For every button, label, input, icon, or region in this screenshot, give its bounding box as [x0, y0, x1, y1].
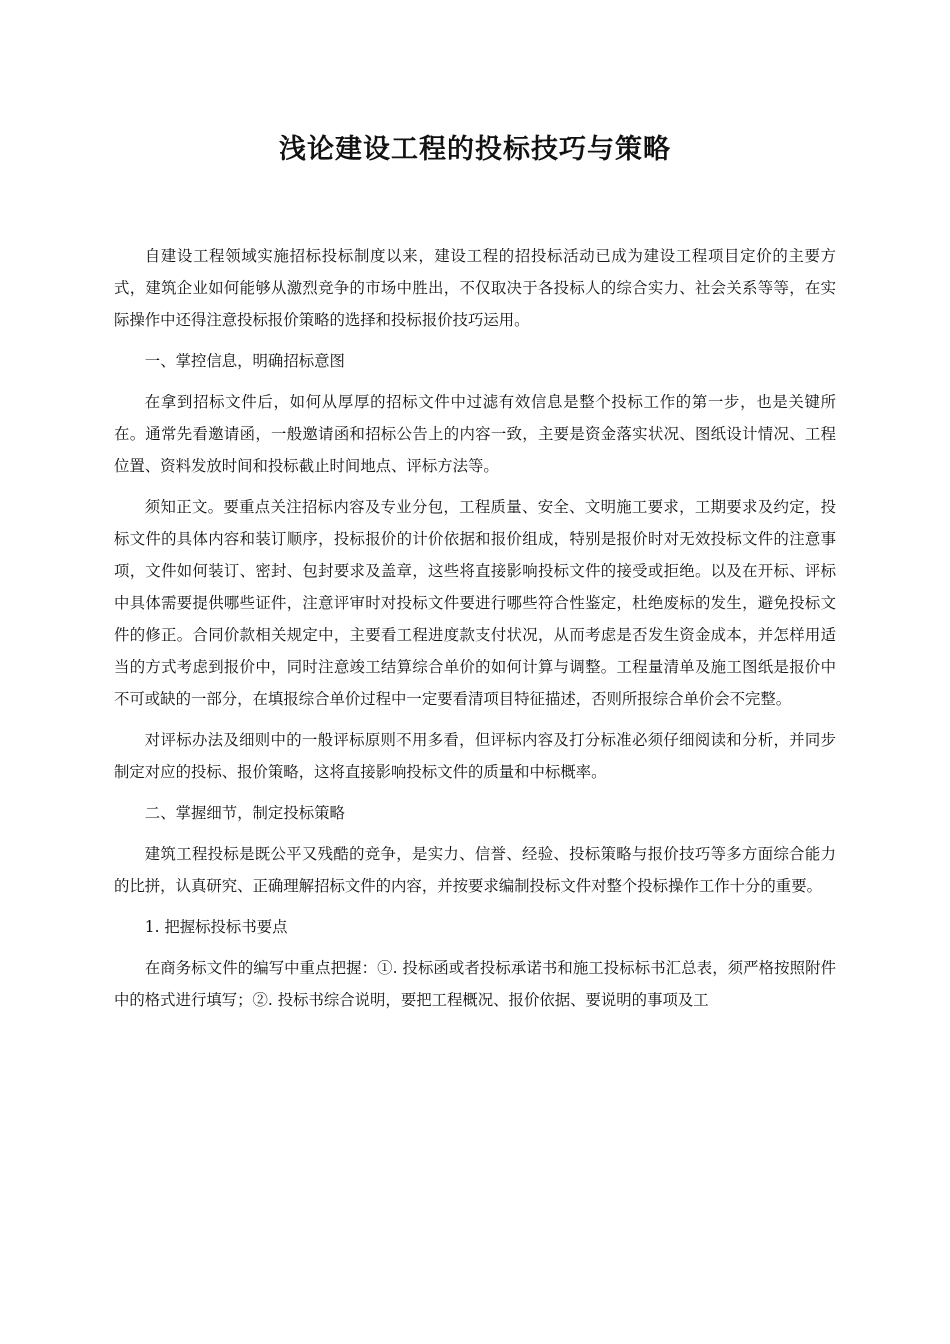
body-paragraph: 须知正文。要重点关注招标内容及专业分包，工程质量、安全、文明施工要求，工期要求及约定，投标文件的具体内容和装订顺序，投标报价的计价依据和报价组成，特别是报价时对无效投标文件的注意事项，文件如何装订、密封、包封要求及盖章，这些将直接影响投标文件的接受或拒绝。以及在开标、评标中具体需要提供哪些证件，注意评审时对投标文件要进行哪些符合性鉴定，杜绝废标的发生，避免投标文件的修正。合同价款相关规定中，主要看工程进度款支付状况，从而考虑是否发生资金成本，并怎样用适当的方式考虑到报价中，同时注意竣工结算综合单价的如何计算与调整。工程量清单及施工图纸是报价中不可或缺的一部分，在填报综合单价过程中一定要看清项目特征描述，否则所报综合单价会不完整。 [114, 498, 836, 708]
subsection-heading-1: 1. 把握标投标书要点 [144, 918, 288, 936]
intro-paragraph: 自建设工程领域实施招标投标制度以来，建设工程的招投标活动已成为建设工程项目定价的主要方式，建筑企业如何能够从激烈竞争的市场中胜出，不仅取决于各投标人的综合实力、社会关系等等，在实际操作中还得注意投标报价策略的选择和投标报价技巧运用。 [114, 247, 836, 329]
body-paragraph: 在拿到招标文件后，如何从厚厚的招标文件中过滤有效信息是整个投标工作的第一步，也是关键所在。通常先看邀请函，一般邀请函和招标公告上的内容一致，主要是资金落实状况、图纸设计情况、工程位置、资料发放时间和投标截止时间地点、评标方法等。 [114, 393, 836, 475]
document-title: 浅论建设工程的投标技巧与策略 [279, 134, 671, 165]
section-heading-2: 二、掌握细节，制定投标策略 [144, 804, 345, 822]
body-paragraph: 建筑工程投标是既公平又残酷的竞争，是实力、信誉、经验、投标策略与报价技巧等多方面综合能力的比拼，认真研究、正确理解招标文件的内容，并按要求编制投标文件对整个投标操作工作十分的重要。 [114, 845, 836, 895]
body-paragraph: 在商务标文件的编写中重点把握：①. 投标函或者投标承诺书和施工投标标书汇总表，须严格按照附件中的格式进行填写；②. 投标书综合说明，要把工程概况、报价依据、要说明的事项及工 [114, 959, 836, 1009]
body-paragraph: 对评标办法及细则中的一般评标原则不用多看，但评标内容及打分标准必须仔细阅读和分析，并同步制定对应的投标、报价策略，这将直接影响投标文件的质量和中标概率。 [114, 731, 836, 781]
document-body [114, 240, 836, 1025]
section-heading-1: 一、掌控信息，明确招标意图 [144, 352, 345, 370]
